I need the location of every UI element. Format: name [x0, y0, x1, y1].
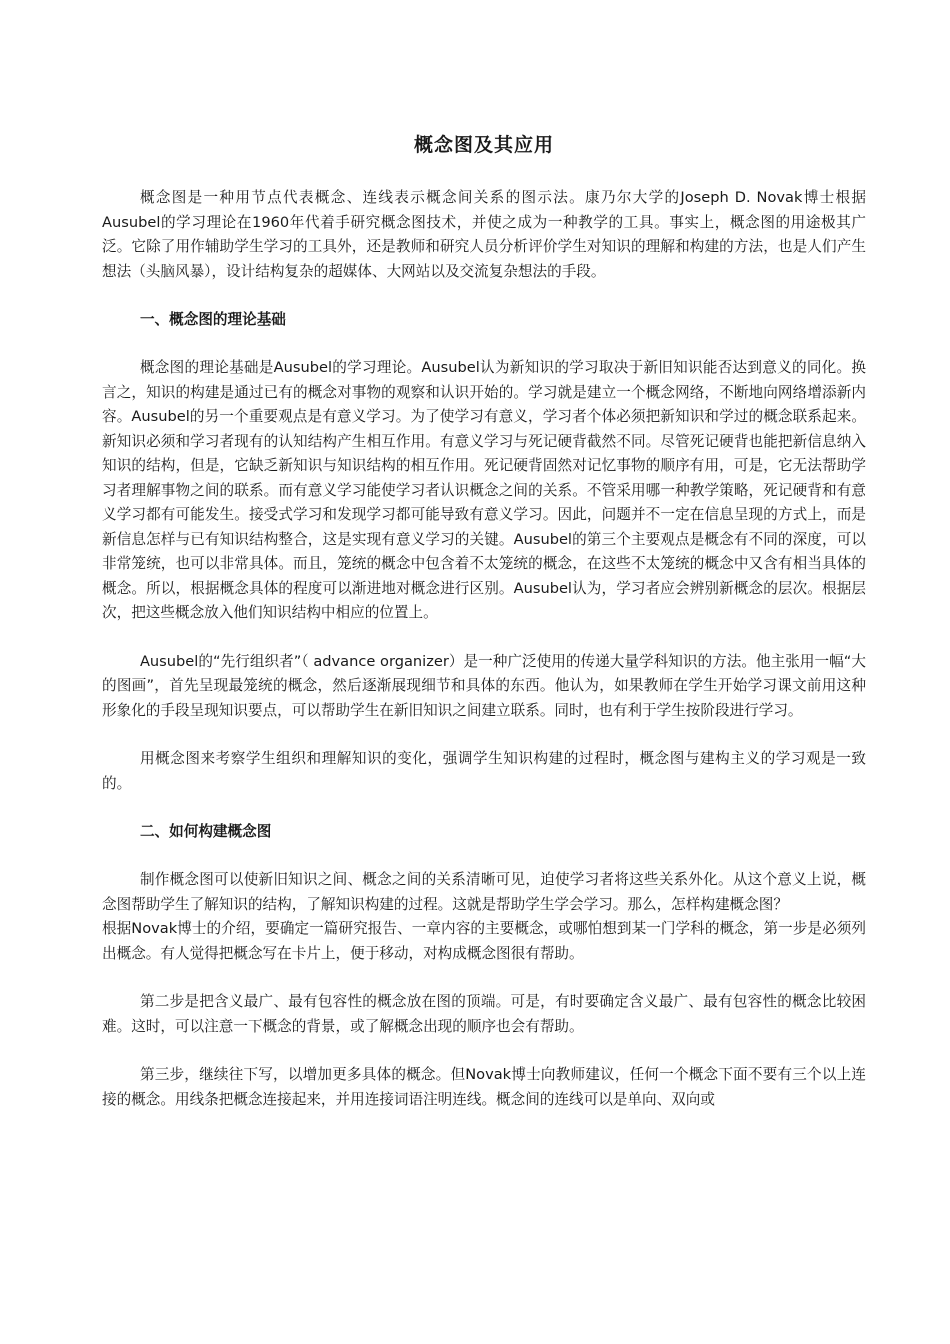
construct-paragraph-2: 第二步是把含义最广、最有包容性的概念放在图的顶端。可是，有时要确定含义最广、最有包容性的概念比较困难。这时，可以注意一下概念的背景，或了解概念出现的顺序也会有帮助。 [102, 993, 866, 1035]
intro-paragraph: 概念图是一种用节点代表概念、连线表示概念间关系的图示法。康乃尔大学的Joseph D. Novak博士根据Ausubel的学习理论在1960年代着手研究概念图技术，并使之成为一种教学的工具。事实上，概念图的用途极其广泛。它除了用作辅助学生学习的工具外，还是教师和研究人员分析评价学生对知识的理解和构建的方法，也是人们产生想法（头脑风暴），设计结构复杂的超媒体、大网站以及交流复杂想法的手段。 [102, 189, 866, 280]
theory-paragraph-2: Ausubel的“先行组织者”（ advance organizer）是一种广泛使用的传递大量学科知识的方法。他主张用一幅“大的图画”，首先呈现最笼统的概念，然后逐渐展现细节和具体的东西。他认为，如果教师在学生开始学习课文前用这种形象化的手段呈现知识要点，可以帮助学生在新旧知识之间建立联系。同时，也有利于学生按阶段进行学习。 [102, 652, 866, 719]
section-heading-construct: 二、如何构建概念图 [139, 823, 272, 840]
theory-paragraph-1: 概念图的理论基础是Ausubel的学习理论。Ausubel认为新知识的学习取决于新旧知识能否达到意义的同化。换言之，知识的构建是通过已有的概念对事物的观察和认识开始的。学习就是建立一个概念网络，不断地向网络增添新内容。Ausubel的另一个重要观点是有意义学习。为了使学习有意义，学习者个体必须把新知识和学过的概念联系起来。新知识必须和学习者现有的认知结构产生相互作用。有意义学习与死记硬背截然不同。尽管死记硬背也能把新信息纳入知识的结构，但是，它缺乏新知识与知识结构的相互作用。死记硬背固然对记忆事物的顺序有用，可是，它无法帮助学习者理解事物之间的联系。而有意义学习能使学习者认识概念之间的关系。不管采用哪一种教学策略，死记硬背和有意义学习都有可能发生。接受式学习和发现学习都可能导致有意义学习。因此，问题并不一定在信息呈现的方式上，而是新信息怎样与已有知识结构整合，这是实现有意义学习的关键。Ausubel的第三个主要观点是概念有不同的深度，可以非常笼统，也可以非常具体。而且，笼统的概念中包含着不太笼统的概念，在这些不太笼统的概念中又含有相当具体的概念。所以，根据概念具体的程度可以渐进地对概念进行区别。Ausubel认为，学习者应会辨别新概念的层次。根据层次，把这些概念放入他们知识结构中相应的位置上。 [102, 359, 866, 621]
document-title: 概念图及其应用 [413, 134, 554, 156]
theory-paragraph-3: 用概念图来考察学生组织和理解知识的变化，强调学生知识构建的过程时，概念图与建构主义的学习观是一致的。 [102, 750, 866, 792]
construct-paragraph-1: 制作概念图可以使新旧知识之间、概念之间的关系清晰可见，迫使学习者将这些关系外化。从这个意义上说，概念图帮助学生了解知识的结构，了解知识构建的过程。这就是帮助学生学会学习。那么，怎样构建概念图？ [102, 871, 866, 913]
section-heading-theory: 一、概念图的理论基础 [139, 311, 286, 328]
document-page [102, 130, 866, 1136]
construct-paragraph-3: 第三步，继续往下写，以增加更多具体的概念。但Novak博士向教师建议，任何一个概念下面不要有三个以上连接的概念。用线条把概念连接起来，并用连接词语注明连线。概念间的连线可以是单向、双向或 [102, 1066, 866, 1108]
construct-paragraph-1-continued: 根据Novak博士的介绍，要确定一篇研究报告、一章内容的主要概念，或哪怕想到某一门学科的概念，第一步是必须列出概念。有人觉得把概念写在卡片上，便于移动，对构成概念图很有帮助。 [102, 920, 866, 962]
